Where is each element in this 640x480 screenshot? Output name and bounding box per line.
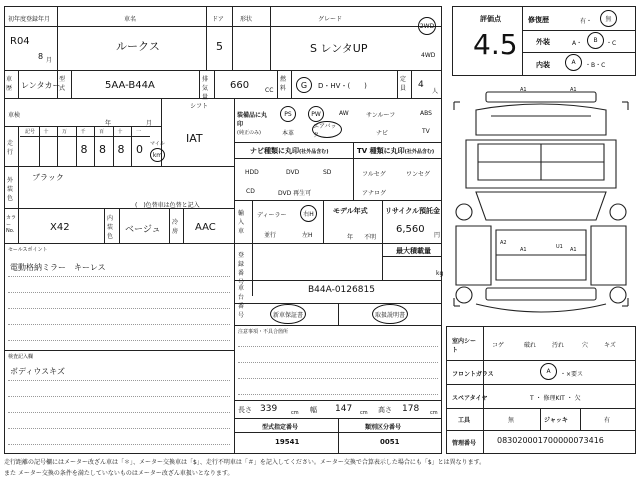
defect-label: 注意事項・不具合箇所 — [238, 329, 289, 335]
diagram-label-a2: A2 — [500, 240, 507, 246]
capacity-label: 定員 — [400, 76, 407, 92]
hgt-label: 高さ — [378, 406, 392, 414]
color-note: ( )色替車は色替と記入 — [135, 202, 200, 209]
model-label: 型式 — [59, 76, 66, 92]
len-value: 339 — [260, 404, 278, 414]
navi-label: ナビ種類に丸印(社外品含む) — [250, 147, 329, 155]
month-unit: 月 — [46, 57, 53, 64]
score-value: 4.5 — [473, 28, 518, 61]
main-frame — [4, 6, 442, 454]
color-no-label: カラーNo. — [6, 215, 17, 234]
footer-line-2: また メーター交換の条件を満たしていないものはメーター改ざん車扱いとなります。 — [4, 470, 234, 477]
navi-dvd-play: DVD 再生可 — [278, 190, 312, 197]
door-label: ドア — [212, 16, 224, 23]
int-label: 内装 — [536, 61, 550, 69]
equip-pw: PW — [308, 106, 324, 122]
import-dealer: ディーラー — [257, 212, 287, 219]
odometer-col-label: 十 — [43, 129, 49, 135]
equip-abs: ABS — [420, 110, 432, 117]
drive-2wd-circle: 2WD — [418, 17, 436, 35]
navi-cd: CD — [246, 188, 255, 195]
grade-label: グレード — [318, 16, 343, 23]
odometer-col-label: 千 — [80, 129, 86, 135]
cc-unit: CC — [265, 87, 274, 94]
odometer-col-label: 一 — [136, 129, 142, 135]
first-reg-label: 初年度登録年月 — [8, 16, 51, 23]
reg-no-label: 登録番号 — [238, 252, 245, 286]
wid-label: 幅 — [310, 406, 317, 414]
int-a-circle: A — [565, 54, 582, 71]
capacity: 4 — [418, 80, 424, 90]
wid-unit: cm — [360, 410, 368, 416]
model-year-label: モデル年式 — [333, 207, 368, 215]
diagram-label-a1-top-left: A1 — [520, 87, 527, 93]
glass-label: フロントガラス — [452, 371, 494, 378]
tv-oneseg: ワンセグ — [406, 171, 431, 178]
seat-yogore: 汚れ — [552, 342, 565, 349]
equip-leather: 本革 — [282, 130, 295, 137]
ac-value: AAC — [195, 222, 216, 233]
odometer-digit: 8 — [80, 143, 88, 156]
max-load-label: 最大積載量 — [396, 247, 431, 255]
wid-value: 147 — [335, 404, 353, 414]
sales-point: 電動格納ミラー キーレス — [10, 263, 106, 272]
navi-sd: SD — [323, 169, 332, 176]
color-label: 外装色 — [7, 177, 14, 202]
equip-aw: AW — [339, 110, 349, 117]
month-unit-2: 月 — [146, 120, 153, 127]
fuel-g-circle: G — [296, 77, 312, 93]
import-parallel: 並行 — [264, 232, 277, 239]
color-no: X42 — [50, 222, 70, 233]
equip-sunroof: サンルーフ — [366, 112, 396, 119]
km-circle: km — [150, 148, 165, 162]
odometer-digit: 8 — [99, 143, 106, 156]
seat-kizu: キズ — [604, 342, 616, 349]
navi-dvd: DVD — [286, 169, 300, 176]
warranty-circle: 新車保証書 — [270, 304, 306, 324]
car-name: ルークス — [116, 40, 160, 53]
equip-navi: ナビ — [376, 130, 389, 137]
fuel-rest: D・HV・( ) — [318, 82, 367, 90]
model-year-year: 年 — [347, 234, 354, 241]
shift-value: IAT — [186, 132, 203, 145]
tools-label: 工具 — [458, 417, 471, 424]
seat-koge: コゲ — [492, 342, 505, 349]
capacity-unit: 人 — [432, 88, 439, 95]
ac-label: 冷房 — [172, 219, 179, 235]
equip-sub: (純正のみ) — [237, 130, 261, 136]
odometer-digit: 0 — [136, 143, 143, 156]
recycle-label: リサイクル預託金 — [385, 207, 441, 215]
max-load-unit: kg — [436, 270, 444, 277]
inspector-note: ボディウスキズ — [10, 367, 65, 376]
displacement: 660 — [230, 80, 250, 91]
disp-label: 排気量 — [202, 76, 209, 101]
use-label: 車歴 — [6, 76, 13, 92]
odometer-col-label: 記号 — [25, 129, 36, 135]
class-no: 0051 — [380, 438, 400, 446]
spare-label: スペアタイヤ — [452, 395, 488, 402]
model-year-unknown: 不明 — [364, 234, 377, 241]
first-reg-month: 8 — [38, 52, 44, 61]
diagram-label-a1-bottom-left: A1 — [520, 247, 527, 253]
equip-ps: PS — [280, 106, 296, 122]
mileage-label: 走行 — [7, 140, 14, 156]
navi-hdd: HDD — [245, 169, 259, 176]
doors: 5 — [216, 40, 223, 53]
equip-tv: TV — [422, 128, 430, 135]
model-value: 5AA-B44A — [105, 80, 155, 91]
ext-c: ・C — [606, 40, 617, 47]
car-name-label: 車名 — [124, 16, 137, 23]
diagram-label-u1: U1 — [556, 244, 563, 250]
tv-label: TV 種類に丸印(社外品含む) — [357, 147, 435, 155]
odometer-col-label: 万 — [62, 129, 68, 135]
interior-seat-label: 室内シート — [452, 338, 477, 354]
import-label: 輸入車 — [238, 210, 245, 235]
len-label: 長さ — [238, 406, 252, 414]
sales-point-label: セールスポイント — [8, 247, 48, 253]
odometer-col-label: 十 — [117, 129, 123, 135]
car-inspect-label: 車検 — [8, 112, 21, 119]
car-diagram — [446, 80, 636, 324]
color-value: ブラック — [32, 173, 64, 182]
shape-label: 形状 — [240, 16, 253, 23]
manual-circle: 取扱説明書 — [372, 304, 408, 324]
unit-mile: マイル — [150, 141, 165, 147]
diagram-label-a1-bottom-right: A1 — [570, 247, 577, 253]
chassis-label: 車台番号 — [238, 285, 245, 319]
equip-label: 装備品に丸印 — [237, 112, 268, 128]
import-right-circle: 右H — [300, 205, 317, 222]
seat-ana: 穴 — [582, 342, 589, 349]
inspector-label: 検査記入欄 — [8, 354, 34, 360]
import-left: 左H — [302, 232, 313, 239]
odometer-digit: 8 — [117, 143, 125, 156]
ext-label: 外装 — [536, 38, 550, 46]
repair-no-circle: 無 — [600, 10, 617, 27]
jack-value: 有 — [604, 417, 611, 424]
fuel-label: 燃料 — [280, 76, 287, 92]
recycle-unit: 円 — [434, 232, 441, 239]
tv-analog: アナログ — [362, 190, 387, 197]
ext-a: A・ — [572, 40, 583, 47]
ext-b-circle: B — [587, 32, 604, 49]
score-label: 評価点 — [480, 15, 501, 23]
use-value: レンタカー — [21, 81, 61, 90]
grade: S レンタUP — [310, 42, 368, 55]
int-color: ベージュ — [125, 225, 161, 235]
repair-label: 修復歴 — [528, 16, 549, 24]
jack-label: ジャッキ — [544, 417, 568, 424]
type-no-label: 型式指定番号 — [262, 424, 299, 431]
hgt-value: 178 — [402, 404, 420, 414]
odometer-col-label: 百 — [99, 129, 105, 135]
int-color-label: 内装色 — [107, 215, 114, 240]
tools-value: 無 — [508, 417, 515, 424]
tv-fullseg: フルセグ — [362, 171, 386, 178]
int-rest: ・B・C — [585, 62, 606, 69]
diagram-label-a1-top-right: A1 — [570, 87, 577, 93]
first-reg-era: R04 — [10, 36, 30, 47]
len-unit: cm — [291, 410, 299, 416]
spare-items: T ・ 修理KIT ・ 欠 — [530, 395, 581, 402]
type-no: 19541 — [275, 438, 300, 446]
drive-4wd: 4WD — [421, 52, 436, 59]
equip-airbag: エアバック — [312, 121, 342, 138]
glass-rest: ・×要ス — [560, 371, 584, 378]
mgmt-value: 083020001700000073416 — [497, 436, 604, 445]
hgt-unit: cm — [430, 410, 438, 416]
class-no-label: 類別区分番号 — [365, 424, 402, 431]
shift-label: シフト — [190, 103, 209, 110]
glass-a-circle: A — [540, 363, 557, 380]
repair-yes: 有・ — [580, 18, 593, 25]
recycle-value: 6,560 — [396, 224, 425, 235]
chassis-value: B44A-0126815 — [308, 285, 375, 295]
seat-yabure: 破れ — [524, 342, 537, 349]
year-unit: 年 — [105, 120, 112, 127]
mgmt-label: 管理番号 — [452, 440, 477, 447]
footer-line-1: 走行距離の記号欄にはメーター改ざん車は「＊」、メーター交換車は「$」、走行不明車は「＃」を記入してください。メーター交換で合算表示した場合にも「$」とは異なります。 — [4, 459, 486, 466]
